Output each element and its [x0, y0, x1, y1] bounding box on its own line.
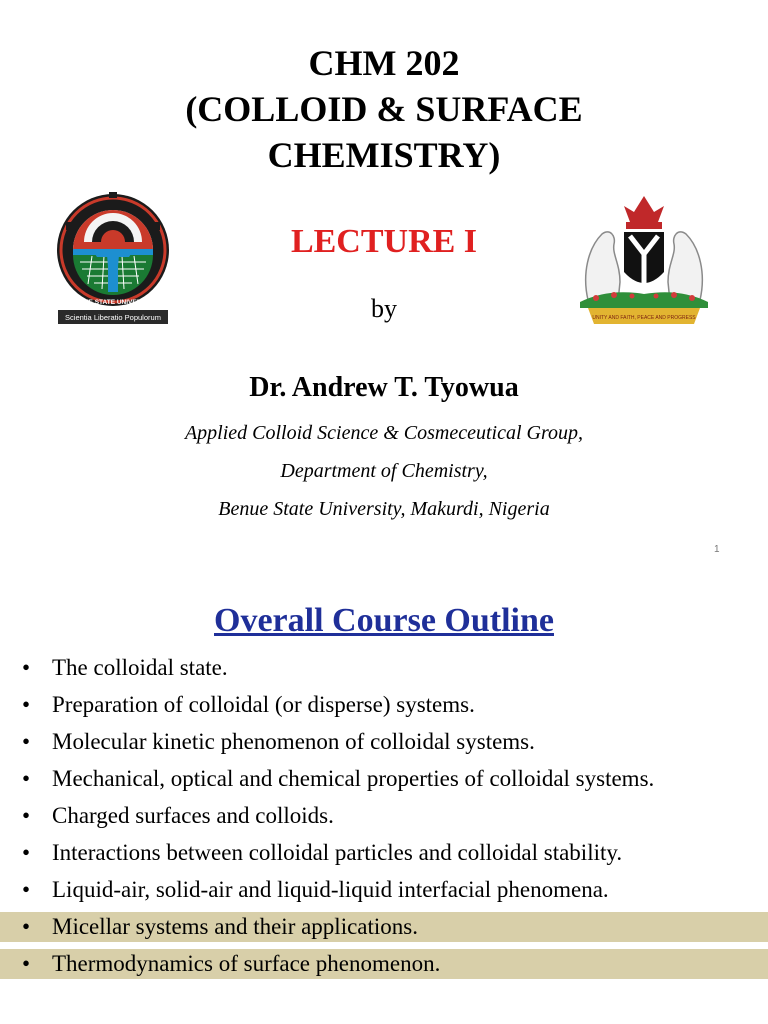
outline-item-text: The colloidal state. [52, 655, 228, 680]
outline-item [0, 801, 768, 831]
outline-item [0, 653, 768, 683]
author-name: Dr. Andrew T. Tyowua [249, 372, 519, 403]
bullet-icon: • [22, 803, 31, 828]
page-number: 1 [714, 544, 720, 555]
outline-item-text: Charged surfaces and colloids. [52, 803, 334, 828]
bullet-icon: • [22, 729, 31, 754]
outline-item [0, 690, 768, 720]
course-title-line: CHM 202 [308, 43, 460, 83]
bullet-icon: • [22, 692, 31, 717]
course-title-line: CHEMISTRY) [267, 135, 501, 175]
by-label: by [371, 294, 397, 323]
bullet-icon: • [22, 840, 31, 865]
affiliation-department: Department of Chemistry, [280, 460, 488, 482]
outline-item [0, 727, 768, 757]
course-title-line: (COLLOID & SURFACE [185, 89, 583, 129]
outline-item [0, 875, 768, 905]
bsu-motto-label: Scientia Liberatio Populorum [65, 313, 161, 322]
slide-2 [0, 575, 768, 1024]
affiliation-group: Applied Colloid Science & Cosmeceutical Group, [184, 422, 584, 444]
course-title [0, 40, 768, 178]
outline-item-text: Preparation of colloidal (or disperse) systems. [52, 692, 475, 717]
bullet-icon: • [22, 766, 31, 791]
outline-item [0, 764, 768, 794]
outline-item [0, 949, 768, 979]
outline-item [0, 912, 768, 942]
outline-item-text: Micellar systems and their applications. [52, 914, 418, 939]
bullet-icon: • [22, 914, 31, 939]
bullet-icon: • [22, 877, 31, 902]
outline-item [0, 838, 768, 868]
bullet-icon: • [22, 951, 31, 976]
bullet-icon: • [22, 655, 31, 680]
outline-title: Overall Course Outline [214, 602, 554, 639]
affiliation-university: Benue State University, Makurdi, Nigeria [218, 498, 550, 520]
outline-item-text: Interactions between colloidal particles and colloidal stability. [52, 840, 623, 865]
outline-item-text: Thermodynamics of surface phenomenon. [52, 951, 441, 976]
coa-motto-label: UNITY AND FAITH, PEACE AND PROGRESS [592, 315, 696, 321]
lecture-label: LECTURE I [290, 223, 478, 260]
outline-item-text: Mechanical, optical and chemical properties of colloidal systems. [52, 766, 655, 791]
bsu-ring-label: BENUE STATE UNIVERSITY [70, 299, 156, 306]
outline-item-text: Liquid-air, solid-air and liquid-liquid interfacial phenomena. [52, 877, 609, 902]
outline-list [0, 653, 768, 986]
outline-item-text: Molecular kinetic phenomenon of colloidal systems. [52, 729, 535, 754]
